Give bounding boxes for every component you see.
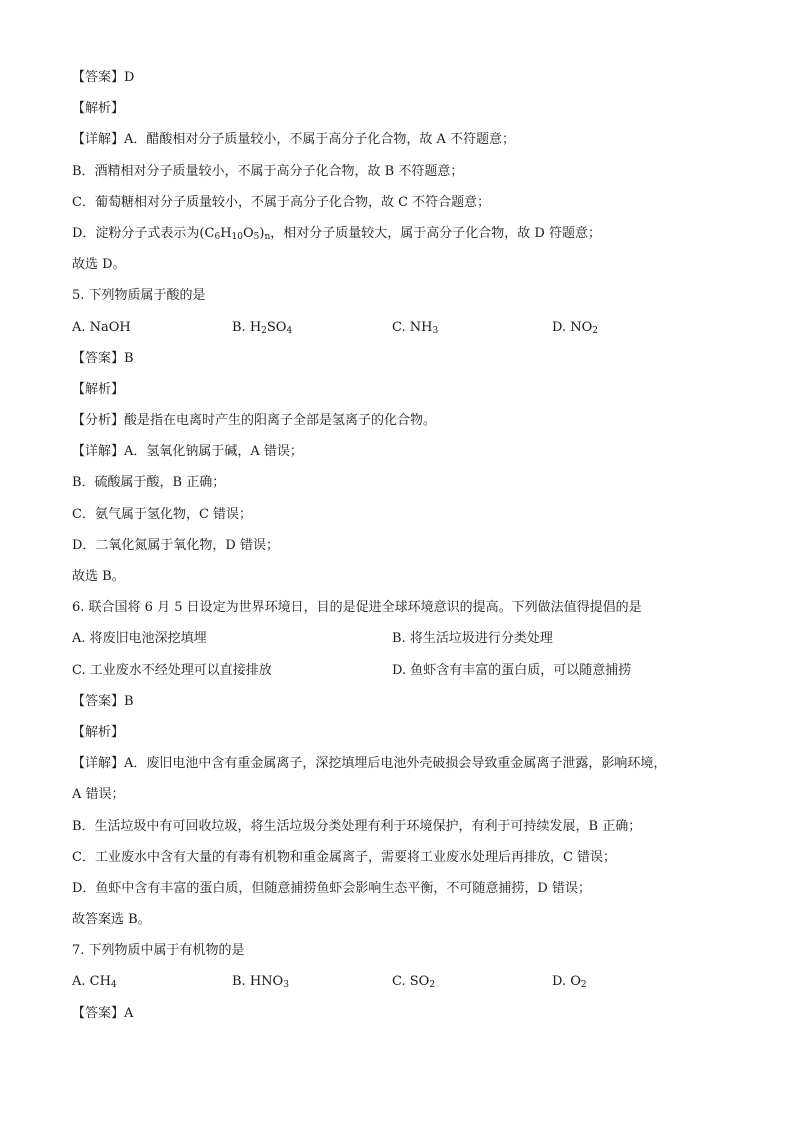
option-5-d: D. $NO_2$	[552, 319, 598, 336]
option-7-b: B. $HNO_3$	[232, 974, 289, 991]
detail-5-a: 【详解】A．氢氧化钠属于碱，A 错误；	[72, 444, 303, 460]
analysis-heading-6: 【解析】	[72, 724, 125, 740]
document-page	[72, 62, 712, 1029]
option-7-a: A. $CH_4$	[72, 974, 117, 991]
option-6-c: C. 工业废水不经处理可以直接排放	[72, 662, 272, 678]
detail-4-d: D．淀粉分子式表示为$(C_6H_{10}O_5)_n$，相对分子质量较大，属于高分子化合物，故 D 符题意；	[72, 225, 601, 242]
detail-5-b: B．硫酸属于酸，B 正确；	[72, 475, 226, 491]
option-5-c: C. $NH_3$	[392, 319, 439, 336]
option-6-a: A. 将废旧电池深挖填埋	[72, 631, 207, 647]
detail-4-b: B．酒精相对分子质量较小，不属于高分子化合物，故 B 不符题意；	[72, 163, 464, 179]
analysis-heading-4: 【解析】	[72, 101, 125, 117]
answer-6: 【答案】B	[72, 693, 134, 709]
question-6-options-row1	[72, 623, 712, 654]
conclusion-4: 故选 D。	[72, 257, 126, 273]
option-7-d: D. $O_2$	[552, 974, 587, 991]
detail-4-c: C．葡萄糖相对分子质量较小，不属于高分子化合物，故 C 不符合题意；	[72, 194, 491, 210]
answer-7: 【答案】A	[72, 1005, 134, 1021]
question-5: 5. 下列物质属于酸的是	[72, 288, 206, 304]
answer-5: 【答案】B	[72, 350, 134, 366]
conclusion-5: 故选 B。	[72, 569, 125, 584]
detail-6-b: B．生活垃圾中有可回收垃圾，将生活垃圾分类处理有利于环境保护，有利于可持续发展，B 正确；	[72, 818, 642, 834]
question-5-options	[72, 312, 712, 343]
detail-5-d: D．二氧化氮属于氧化物，D 错误；	[72, 537, 279, 553]
option-5-b: B. $H_2SO_4$	[232, 319, 293, 336]
detail-6-a: 【详解】A．废旧电池中含有重金属离子，深挖填埋后电池外壳破损会导致重金属离子泄露，影响环境，	[72, 756, 667, 772]
detail-6-d: D．鱼虾中含有丰富的蛋白质，但随意捕捞鱼虾会影响生态平衡，不可随意捕捞，D 错误；	[72, 880, 591, 896]
question-7-options	[72, 966, 712, 997]
answer-4: 【答案】D	[72, 70, 135, 85]
question-6-options-row2	[72, 655, 712, 686]
option-6-b: B. 将生活垃圾进行分类处理	[392, 631, 553, 647]
option-7-c: C. $SO_2$	[392, 974, 436, 991]
question-6: 6. 联合国将 6 月 5 日设定为世界环境日，目的是促进全球环境意识的提高。下列做法值得提倡的是	[72, 600, 642, 616]
detail-6-c: C．工业废水中含有大量的有毒有机物和重金属离子，需要将工业废水处理后再排放，C 错误；	[72, 849, 617, 865]
conclusion-6: 故答案选 B。	[72, 912, 151, 928]
analysis-heading-5: 【解析】	[72, 381, 125, 397]
detail-5-c: C．氨气属于氢化物，C 错误；	[72, 506, 253, 522]
detail-4-a: 【详解】A．醋酸相对分子质量较小，不属于高分子化合物，故 A 不符题意；	[72, 132, 516, 148]
option-6-d: D. 鱼虾含有丰富的蛋白质，可以随意捕捞	[392, 662, 632, 678]
question-7: 7. 下列物质中属于有机物的是	[72, 943, 245, 959]
detail-6-a-cont: A 错误；	[72, 787, 125, 803]
option-5-a: A. NaOH	[72, 319, 131, 335]
analysis-5: 【分析】酸是指在电离时产生的阳离子全部是氢离子的化合物。	[72, 413, 437, 429]
